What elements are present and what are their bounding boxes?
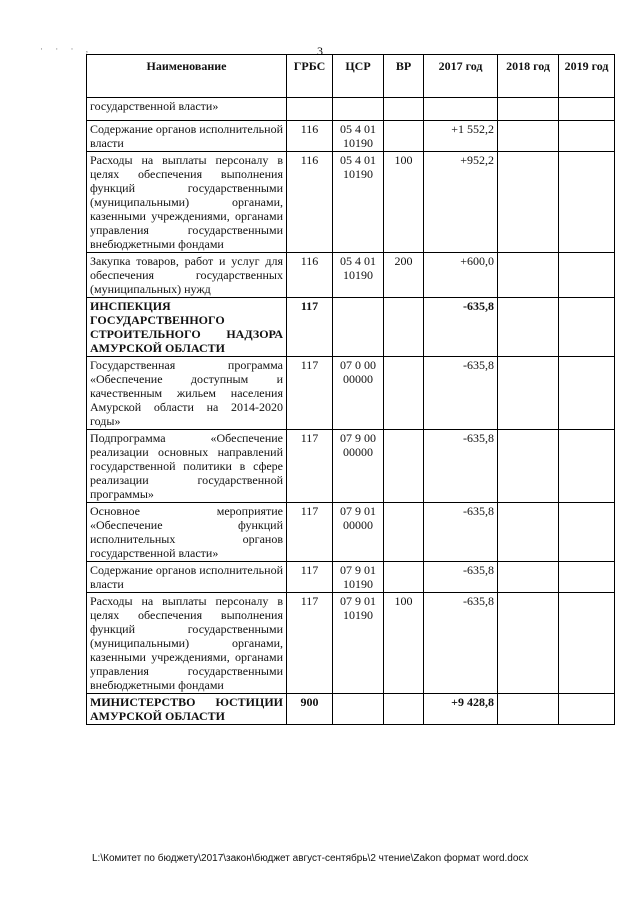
cell-2017 (424, 98, 498, 121)
table-row (87, 253, 615, 298)
cell-2019 (559, 593, 615, 694)
cell-grbs: 116 (287, 121, 333, 152)
cell-2017: -635,8 (424, 357, 498, 430)
scan-specks: · · · , (40, 44, 93, 54)
cell-name: государственной власти» (87, 98, 287, 121)
table-row (87, 503, 615, 562)
cell-vr: 200 (384, 253, 424, 298)
cell-name: Государственная программа «Обеспечение доступным и качественным жильем населения Амурской области на 2014-2020 годы» (87, 357, 287, 430)
cell-name: Содержание органов исполнительной власти (87, 121, 287, 152)
cell-2018 (498, 562, 559, 593)
table-header-row (87, 55, 615, 98)
cell-grbs: 117 (287, 503, 333, 562)
cell-name: Расходы на выплаты персоналу в целях обеспечения выполнения функций государственными (муниципальными) органами, казенными учреждениями, органами управления государственными внебюджетными фондами (87, 152, 287, 253)
header-2019: 2019 год (559, 55, 615, 98)
cell-grbs: 117 (287, 562, 333, 593)
header-grbs: ГРБС (287, 55, 333, 98)
cell-2017: -635,8 (424, 593, 498, 694)
cell-csr (333, 98, 384, 121)
cell-csr (333, 694, 384, 725)
cell-csr (333, 298, 384, 357)
cell-vr (384, 694, 424, 725)
cell-csr: 07 0 00 00000 (333, 357, 384, 430)
cell-name: Расходы на выплаты персоналу в целях обеспечения выполнения функций государственными (муниципальными) органами, казенными учреждениями, органами управления государственными внебюджетными фондами (87, 593, 287, 694)
cell-grbs: 900 (287, 694, 333, 725)
cell-name: Подпрограмма «Обеспечение реализации основных направлений государственной политики в сфере реализации государственной программы» (87, 430, 287, 503)
header-name: Наименование (87, 55, 287, 98)
cell-2019 (559, 98, 615, 121)
table-row (87, 121, 615, 152)
cell-2017: +952,2 (424, 152, 498, 253)
cell-2018 (498, 121, 559, 152)
cell-csr: 07 9 01 10190 (333, 593, 384, 694)
cell-vr: 100 (384, 593, 424, 694)
header-2018: 2018 год (498, 55, 559, 98)
cell-vr (384, 430, 424, 503)
cell-name: МИНИСТЕРСТВО ЮСТИЦИИ АМУРСКОЙ ОБЛАСТИ (87, 694, 287, 725)
cell-2019 (559, 253, 615, 298)
cell-name: Содержание органов исполнительной власти (87, 562, 287, 593)
cell-2018 (498, 152, 559, 253)
table-row (87, 593, 615, 694)
cell-2019 (559, 357, 615, 430)
table-row (87, 562, 615, 593)
table-row (87, 298, 615, 357)
file-path-footer: L:\Комитет по бюджету\2017\закон\бюджет август-сентябрь\2 чтение\Zakon формат word.docx (92, 853, 529, 864)
cell-2017: +1 552,2 (424, 121, 498, 152)
cell-2018 (498, 253, 559, 298)
cell-2018 (498, 593, 559, 694)
cell-grbs: 117 (287, 430, 333, 503)
cell-grbs: 117 (287, 298, 333, 357)
cell-2018 (498, 298, 559, 357)
cell-csr: 07 9 01 10190 (333, 562, 384, 593)
table-row (87, 430, 615, 503)
cell-2017: -635,8 (424, 298, 498, 357)
cell-2017: -635,8 (424, 562, 498, 593)
cell-grbs: 117 (287, 593, 333, 694)
cell-csr: 07 9 00 00000 (333, 430, 384, 503)
cell-vr (384, 98, 424, 121)
cell-2017: -635,8 (424, 430, 498, 503)
table-row (87, 357, 615, 430)
cell-2019 (559, 121, 615, 152)
header-vr: ВР (384, 55, 424, 98)
cell-vr: 100 (384, 152, 424, 253)
cell-vr (384, 121, 424, 152)
cell-2017: +9 428,8 (424, 694, 498, 725)
header-csr: ЦСР (333, 55, 384, 98)
cell-vr (384, 298, 424, 357)
cell-2018 (498, 98, 559, 121)
cell-2018 (498, 430, 559, 503)
cell-name: ИНСПЕКЦИЯ ГОСУДАРСТВЕННОГО СТРОИТЕЛЬНОГО НАДЗОРА АМУРСКОЙ ОБЛАСТИ (87, 298, 287, 357)
cell-vr (384, 503, 424, 562)
cell-grbs (287, 98, 333, 121)
cell-name: Закупка товаров, работ и услуг для обеспечения государственных (муниципальных) нужд (87, 253, 287, 298)
table-row (87, 694, 615, 725)
cell-2019 (559, 298, 615, 357)
cell-csr: 07 9 01 00000 (333, 503, 384, 562)
budget-table (86, 54, 615, 725)
cell-2018 (498, 357, 559, 430)
cell-2019 (559, 562, 615, 593)
cell-grbs: 117 (287, 357, 333, 430)
cell-2019 (559, 152, 615, 253)
cell-2019 (559, 503, 615, 562)
cell-2018 (498, 694, 559, 725)
cell-vr (384, 357, 424, 430)
cell-2017: -635,8 (424, 503, 498, 562)
cell-grbs: 116 (287, 152, 333, 253)
cell-vr (384, 562, 424, 593)
cell-name: Основное мероприятие «Обеспечение функций исполнительных органов государственной власти» (87, 503, 287, 562)
page-number: 3 (317, 44, 323, 58)
cell-grbs: 116 (287, 253, 333, 298)
table-row (87, 152, 615, 253)
cell-2017: +600,0 (424, 253, 498, 298)
header-2017: 2017 год (424, 55, 498, 98)
cell-csr: 05 4 01 10190 (333, 152, 384, 253)
cell-csr: 05 4 01 10190 (333, 121, 384, 152)
table-row (87, 98, 615, 121)
cell-2018 (498, 503, 559, 562)
cell-2019 (559, 694, 615, 725)
cell-2019 (559, 430, 615, 503)
cell-csr: 05 4 01 10190 (333, 253, 384, 298)
